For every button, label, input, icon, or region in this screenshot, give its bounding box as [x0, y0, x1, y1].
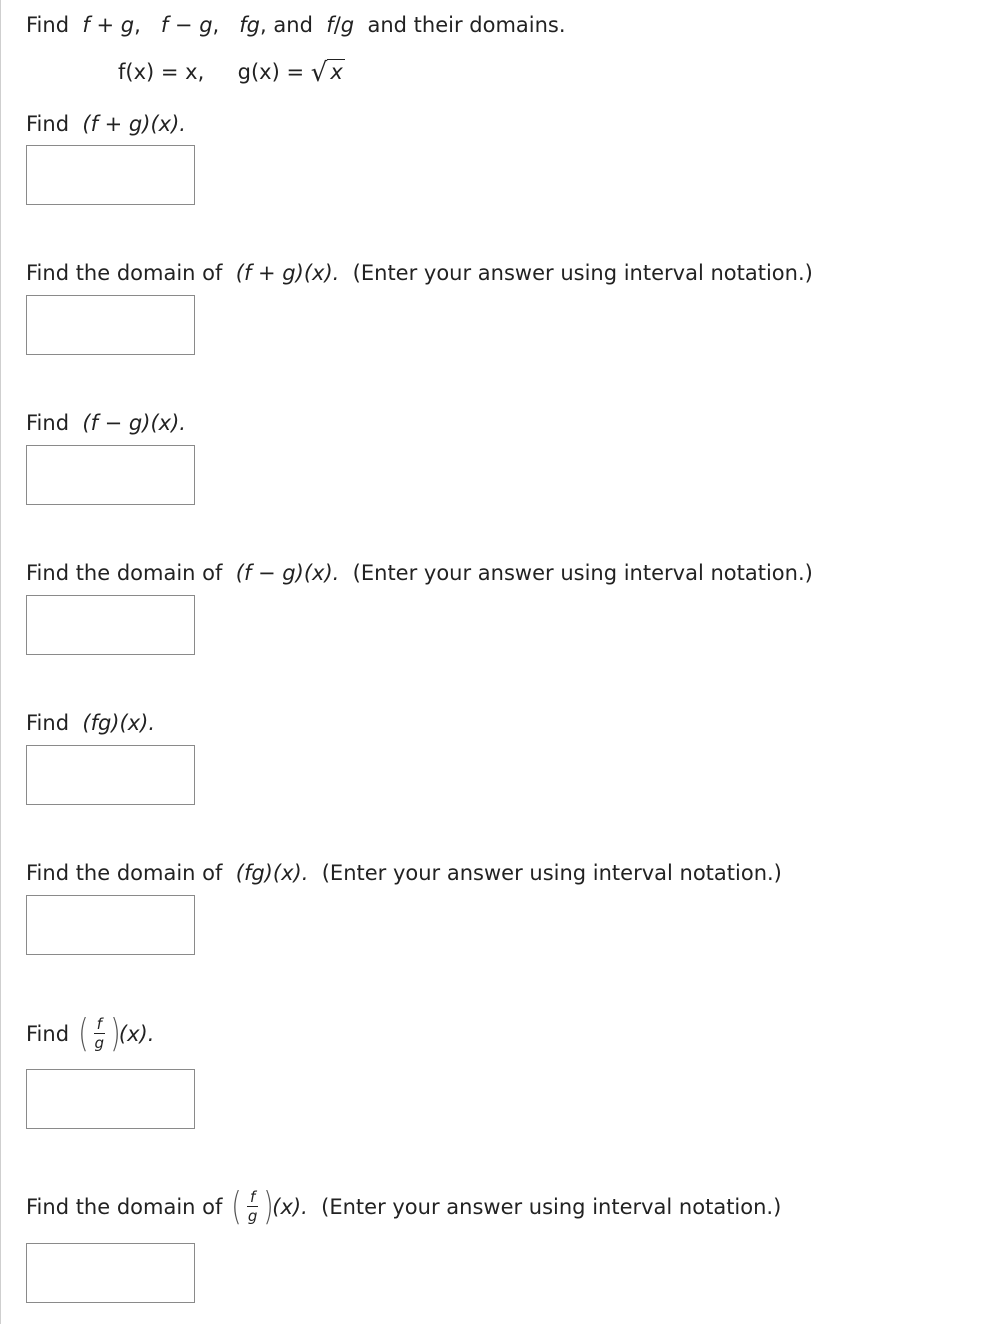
answer-box-8[interactable]: [26, 1243, 195, 1303]
answer-input-8[interactable]: [27, 1244, 194, 1302]
intro-and-text: and: [273, 13, 313, 37]
question-3-prompt: Find (f − g)(x).: [26, 411, 186, 435]
answer-input-2[interactable]: [27, 296, 194, 354]
answer-box-2[interactable]: [26, 295, 195, 355]
answer-box-3[interactable]: [26, 445, 195, 505]
question-2-prompt: Find the domain of (f + g)(x). (Enter your answer using interval notation.): [26, 261, 813, 285]
answer-box-6[interactable]: [26, 895, 195, 955]
expr-f-plus-g: f + g,: [82, 13, 141, 37]
question-6-prompt: Find the domain of (fg)(x). (Enter your answer using interval notation.): [26, 861, 782, 885]
question-expr: (f − g)(x).: [235, 561, 340, 585]
interval-notation-note: (Enter your answer using interval notation.): [352, 261, 813, 285]
answer-box-7[interactable]: [26, 1069, 195, 1129]
answer-input-1[interactable]: [27, 146, 194, 204]
interval-notation-note: (Enter your answer using interval notation.): [352, 561, 813, 585]
answer-box-5[interactable]: [26, 745, 195, 805]
intro-find-text: Find: [26, 13, 70, 37]
f-over-g-fraction: ( $\frac{f}{g}$ ): [77, 1011, 121, 1055]
question-expr: (f − g)(x).: [82, 411, 186, 435]
f-over-g-fraction: ( $\frac{f}{g}$ ): [231, 1184, 275, 1228]
intro-suffix-text: and their domains.: [367, 13, 566, 37]
expr-f-over-g: f/g: [326, 13, 355, 37]
question-4-prompt: Find the domain of (f − g)(x). (Enter your answer using interval notation.): [26, 561, 813, 585]
expr-f-minus-g: f − g,: [160, 13, 220, 37]
sqrt-icon: √: [310, 58, 328, 88]
question-7-prompt: Find ( $\frac{f}{g}$ ) (x).: [26, 1011, 155, 1055]
answer-input-3[interactable]: [27, 446, 194, 504]
question-8-prompt: Find the domain of ( $\frac{f}{g}$ ) (x). (Enter your answer using interval notation.): [26, 1184, 782, 1228]
function-definitions: [118, 58, 345, 86]
sqrt-x: √ x: [310, 58, 343, 88]
interval-notation-note: (Enter your answer using interval notation.): [321, 861, 782, 885]
answer-input-6[interactable]: [27, 896, 194, 954]
question-1-prompt: Find (f + g)(x).: [26, 112, 186, 136]
question-expr: (fg)(x).: [235, 861, 309, 885]
f-definition: f(x) = x,: [118, 60, 205, 84]
question-expr: (f + g)(x).: [235, 261, 340, 285]
answer-box-4[interactable]: [26, 595, 195, 655]
answer-input-5[interactable]: [27, 746, 194, 804]
answer-input-7[interactable]: [27, 1070, 194, 1128]
problem-statement: [26, 11, 566, 39]
interval-notation-note: (Enter your answer using interval notation.): [321, 1195, 782, 1219]
question-expr: (fg)(x).: [82, 711, 155, 735]
g-definition: g(x) =: [237, 60, 305, 84]
answer-box-1[interactable]: [26, 145, 195, 205]
question-5-prompt: Find (fg)(x).: [26, 711, 155, 735]
question-expr: (f + g)(x).: [82, 112, 186, 136]
left-border: [0, 0, 1, 1324]
expr-fg: fg,: [239, 13, 267, 37]
answer-input-4[interactable]: [27, 596, 194, 654]
